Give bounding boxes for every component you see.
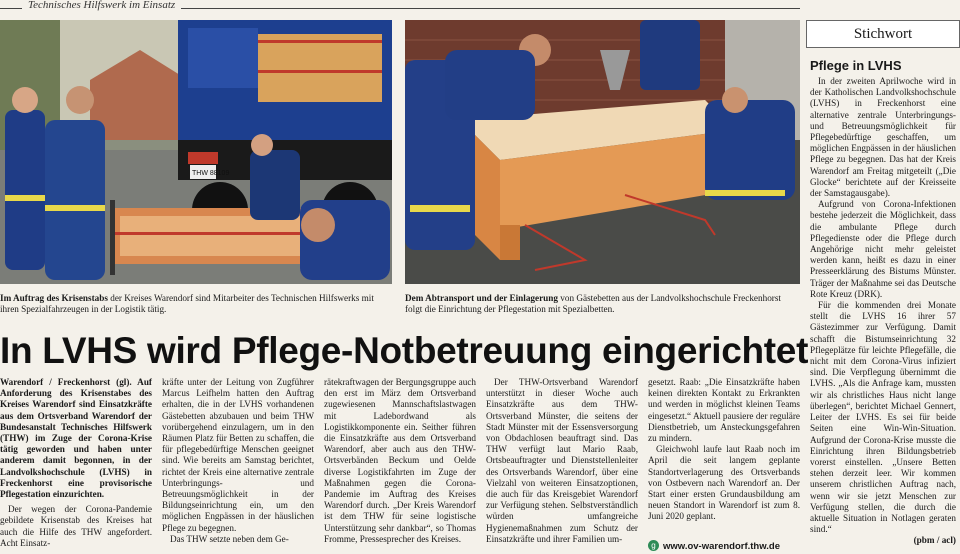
stichwort-box: Stichwort <box>806 20 960 48</box>
plate-text: THW 88109 <box>192 170 230 177</box>
sidebar-heading: Pflege in LVHS <box>810 58 902 73</box>
web-link[interactable] <box>648 536 800 552</box>
sidebar-text <box>810 76 956 547</box>
sidebar-paragraph: Aufgrund von Corona-Infektionen bestehe jederzeit die Möglichkeit, dass die ambulante Pflege durch Pflegedienste oder die Pflege durch Angehörige nicht mehr geleistet werden kann, heißt es dazu in einer Presseerklärung des Bistums Münster. Träger der Maßnahme sei das Deutsche Rote Kreuz (DRK). <box>810 199 956 299</box>
globe-icon: g <box>648 540 659 551</box>
article-column-4 <box>486 377 638 545</box>
article-column-3 <box>324 377 476 545</box>
caption-right-text: von Gästebetten aus der Landvolkshochschule Freckenhorst folgt die Einrichtung der Pflegestation mit Spezialbetten. <box>405 293 781 314</box>
photo-caption-right <box>405 293 800 315</box>
section-title: Technisches Hilfswerk im Einsatz <box>22 0 181 11</box>
photo-bed-frame <box>405 20 800 284</box>
article-paragraph: Gleichwohl laufe laut Raab noch im April die seit langem geplante Standortverlagerung des Ortsverbands von Ostbevern nach Warendorf an. Der Start einer ersten Grundausbildung am neuen Standort in Warendorf ist zum 8. Juni 2020 geplant. <box>648 444 800 522</box>
sidebar-paragraph: Für die kommenden drei Monate stellt die LVHS 16 ihrer 57 Gästezimmer zur Verfügung. Damit schafft die Bistumseinrichtung 32 Pflegeplätze für leichte Pflegefälle, die nicht mit dem Corona-Virus infiziert sind. Die Verpflegung übernimmt die LVHS. „Als die Anfrage kam, mussten wir als christliches Haus nicht lange überlegen“, berichtet Michael Gennert, Leiter der LVHS. Es sei für beide Seiten eine Win-Win-Situation. Aufgrund der Corona-Krise musste die Einrichtung ihren Bildungsbetrieb vorerst einstellen. „Unsere Betten stehen derzeit leer. Wir kommen unserem christlichen Auftrag nach, wenn wir sie jetzt Menschen zur Verfügung stellen, die durch die aktuelle Situation in Notlagen geraten sind.“ <box>810 300 956 535</box>
article-paragraph: Das THW setzte neben dem Ge- <box>170 533 289 544</box>
article-paragraph: Der wegen der Corona-Pandemie gebildete Krisenstab des Kreises hat auch die Hilfe des THW angefordert. Acht Einsatz- <box>0 504 152 548</box>
article-paragraph: rätekraftwagen der Bergungsgruppe auch den erst im März dem Ortsverband zugewiesenen Mannschaftslastwagen mit Ladebordwand als Logistikkomponente ein. Seither führen die Einsatzkräfte aus dem Ortsverband Warendorf, aber auch aus den THW-Ortsverbänden Beckum und Oelde diverse Logistikfahrten im Zuge der Maßnahmen gegen die Corona-Pandemie im Auftrag des Kreises Warendorf durch. „Der Kreis Warendorf ist dem THW für seine logistische Unterstützung sehr dankbar“, so Thomas Fromme, Pressesprecher des Kreises. <box>324 377 476 544</box>
caption-left-lead: Im Auftrag des Krisenstabs <box>0 293 108 303</box>
web-link-text: www.ov-warendorf.thw.de <box>663 541 780 552</box>
article-lead: Warendorf / Freckenhorst (gl). Auf Anforderung des Krisenstabes des Kreises Warendorf sind Einsatzkräfte aus dem Ortsverband Warendorf der Bundesanstalt Technisches Hilfswerk (THW) im Zuge der Corona-Krise tätig geworden und haben unter anderem damit begonnen, in der Landvolkshochschule (LVHS) in Freckenhorst eine provisorische Pflegestation einzurichten. <box>0 377 152 500</box>
article-paragraph: gesetzt. Raab: „Die Einsatzkräfte haben keinen direkten Kontakt zu Erkrankten und werden in möglichst kleinen Teams eingesetzt.“ Aktuell pausiere der reguläre Dienstbetrieb, um Ansteckungsgefahren zu mindern. <box>648 377 800 444</box>
article-headline: In LVHS wird Pflege-Notbetreuung eingerichtet <box>0 330 809 371</box>
section-header <box>0 0 800 16</box>
sidebar-paragraph: In der zweiten Aprilwoche wird in der Katholischen Landvolkshochschule (LVHS) in Freckenhorst eine alternative zentrale Unterbringungs- und Betreuungsmöglichkeit für Pflegebedürftige geschaffen, um möglichen Engpässen in der häuslichen Pflege zu begegnen. Das hat der Kreis Warendorf am Freitag mitgeteilt („Die Glocke“ berichtete auf der Kreisseite der Samstagausgabe). <box>810 76 956 199</box>
article-column-2 <box>162 377 314 545</box>
article-paragraph: Der THW-Ortsverband Warendorf unterstützt in dieser Woche auch Einsatzkräfte aus dem THW-Ortsverband Münster, die seitens der Stadt Münster mit der Essensversorgung von Obdachlosen beauftragt sind. Das THW verfügt laut Mario Raab, Ortsbeauftragter und Dienststellenleiter des Ortsverbands Warendorf, über eine Vielzahl von weiteren Einsatzoptionen, die auch für das Kreisgebiet Warendorf zur Verfügung stehen. Selbstverständlich würden umfangreiche Hygienemaßnahmen zum Schutz der Einsatzkräfte und ihrer Familien um- <box>486 377 638 544</box>
article-column-1 <box>0 377 152 549</box>
sidebar-signature: (pbm / acl) <box>913 535 956 546</box>
photo-thw-truck <box>0 20 392 284</box>
article-paragraph: kräfte unter der Leitung von Zugführer Marcus Leifhelm hatten den Auftrag erhalten, die in der LVHS vorhandenen Gästebetten abzubauen und beim THW vorübergehend einzulagern, um in den Räumen Platz für Betten zu schaffen, die für pflegebedürftige Menschen geeignet sind. Wie bereits am Samstag berichtet, richtet der Kreis eine alternative zentrale Unterbringungs- und Betreuungsmöglichkeit in der Bildungseinrichtung ein, um den möglichen Engpässen in der häuslichen Pflege zu begegnen. <box>162 377 314 533</box>
caption-right-lead: Dem Abtransport und der Einlagerung <box>405 293 558 303</box>
stichwort-sidebar <box>806 20 960 549</box>
photo-caption-left <box>0 293 395 315</box>
article-column-5 <box>648 377 800 523</box>
caption-left-text: der Kreises Warendorf sind Mitarbeiter des Technischen Hilfswerks mit ihren Spezialfahrzeugen in der Logistik tätig. <box>0 293 374 314</box>
